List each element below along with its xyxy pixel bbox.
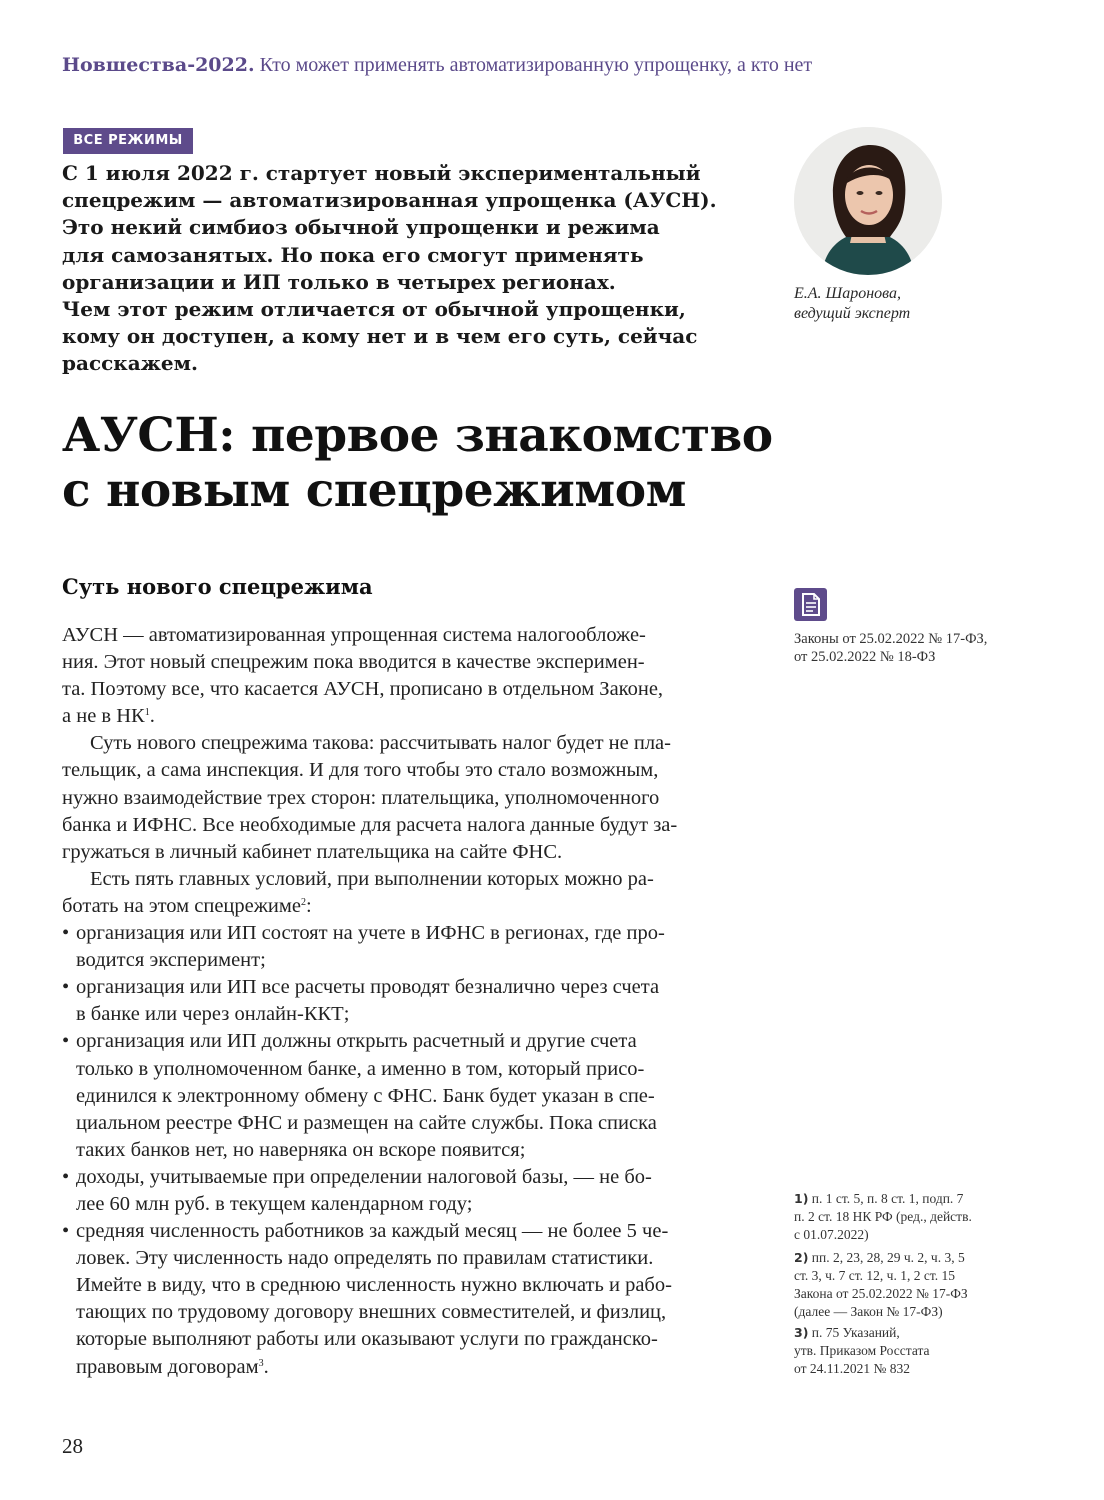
footnote-text: пп. 2, 23, 28, 29 ч. 2, ч. 3, 5 [811,1250,965,1265]
bullet-text: организация или ИП состоят на учете в ИФНС в регионах, где про- [76,922,665,945]
section-heading: Суть нового спецрежима [62,574,373,599]
footnote-number: 3) [794,1325,809,1340]
lead-line: Чем этот режим отличается от обычной упрощенки, [62,297,686,322]
body-punct: . [263,1355,269,1378]
bullet-text: организация или ИП все расчеты проводят безналично через счета [76,976,660,999]
lead-line: Это некий симбиоз обычной упрощенки и режима [62,215,660,240]
lead-line: расскажем. [62,351,198,376]
author-portrait-icon [794,127,942,275]
footnote-text: п. 1 ст. 5, п. 8 ст. 1, подп. 7 [811,1191,964,1206]
section-tag: ВСЕ РЕЖИМЫ [63,128,193,154]
body-line: Есть пять главных условий, при выполнении которых можно ра- [90,867,654,890]
footnote-line: п. 2 ст. 18 НК РФ (ред., действ. [794,1209,972,1224]
bullet-icon: • [62,1165,70,1188]
footnote-3 [794,1324,930,1378]
bullet-line [62,974,742,1001]
author-role: ведущий эксперт [794,305,911,322]
author-caption [794,284,910,324]
bullet-line: циальном реестре ФНС и размещен на сайте службы. Пока списка [76,1111,657,1134]
footnote-number: 1) [794,1191,809,1206]
body-line: АУСН — автоматизированная упрощенная система налогообложе- [62,624,646,646]
author-photo [794,127,942,275]
bullet-line [62,1028,742,1055]
footnote-ref-1: 1 [144,707,150,719]
body-text: ботать на этом спецрежиме [62,894,301,917]
bullet-text: организация или ИП должны открыть расчетный и другие счета [76,1030,637,1053]
bullet-line: тающих по трудовому договору внешних совместителей, и физлиц, [76,1301,667,1324]
bullet-icon: • [62,922,70,945]
bullet-line [62,1354,742,1381]
footnote-line [794,1249,968,1267]
footnote-line: от 24.11.2021 № 832 [794,1361,910,1376]
footnote-text: п. 75 Указаний, [811,1325,900,1340]
bullet-line [62,1164,742,1191]
title-line: с новым спецрежимом [62,463,686,518]
bullet-line: лее 60 млн руб. в текущем календарном году; [76,1192,473,1215]
footnote-line: (далее — Закон № 17-ФЗ) [794,1304,943,1319]
law-reference-line: Законы от 25.02.2022 № 17-ФЗ, [794,631,988,647]
body-punct: : [305,894,312,917]
law-reference-line: от 25.02.2022 № 18-ФЗ [794,649,936,665]
body-line: гружаться в личный кабинет плательщика на сайте ФНС. [62,840,563,863]
article-body [62,622,742,1381]
footnote-line: с 01.07.2022) [794,1227,869,1242]
body-line: Суть нового спецрежима такова: рассчитывать налог будет не пла- [90,732,671,755]
title-line: АУСН: первое знакомство [62,408,773,463]
bullet-line: водится эксперимент; [76,949,266,972]
bullet-line [62,920,742,947]
page-number: 28 [62,1434,83,1458]
lead-line: организации и ИП только в четырех регионах. [62,269,616,294]
body-line: та. Поэтому все, что касается АУСН, прописано в отдельном Законе, [62,678,664,701]
body-line [62,703,742,730]
footnote-number: 2) [794,1250,809,1265]
footnote-line [794,1190,972,1208]
bullet-line: единился к электронному обмену с ФНС. Банк будет указан в спе- [76,1084,655,1107]
author-name: Е.А. Шаронова, [794,285,902,302]
footnote-ref-3: 3 [258,1357,264,1369]
running-head-section: Новшества-2022. [62,54,255,76]
lead-paragraph [62,160,752,378]
bullet-line: в банке или через онлайн-ККТ; [76,1003,350,1026]
lead-line: спецрежим — автоматизированная упрощенка (АУСН). [62,188,717,213]
bullet-line [62,1218,742,1245]
document-glyph-icon [794,588,827,621]
body-line: нужно взаимодействие трех сторон: плательщика, уполномоченного [62,786,660,809]
bullet-icon: • [62,976,70,999]
lead-line: для самозанятых. Но пока его смогут применять [62,242,644,267]
running-head [62,54,812,77]
footnote-ref-2: 2 [300,896,306,908]
body-line: тельщик, а сама инспекция. И для того чтобы это стало возможным, [62,759,659,782]
body-text: а не в НК [62,705,145,728]
body-line [62,893,742,920]
bullet-line: которые выполняют работы или оказывают услуги по гражданско- [76,1328,658,1351]
footnote-1 [794,1190,972,1244]
footnote-line: ст. 3, ч. 7 ст. 12, ч. 1, 2 ст. 15 [794,1268,955,1283]
document-icon [794,588,827,621]
body-line: банка и ИФНС. Все необходимые для расчета налога данные будут за- [62,813,678,836]
lead-line: С 1 июля 2022 г. стартует новый экспериментальный [62,161,701,185]
bullet-icon: • [62,1220,70,1243]
body-line: ния. Этот новый спецрежим пока вводится в качестве эксперимен- [62,651,645,674]
bullet-text: правовым договорам [76,1355,259,1378]
bullet-icon: • [62,1030,70,1053]
footnote-line [794,1324,930,1342]
bullet-text: средняя численность работников за каждый месяц — не более 5 че- [76,1220,669,1243]
bullet-text: доходы, учитываемые при определении налоговой базы, — не бо- [76,1165,652,1188]
bullet-line: Имейте в виду, что в среднюю численность нужно включать и рабо- [76,1274,672,1297]
bullet-line: таких банков нет, но наверняка он вскоре появится; [76,1138,526,1161]
bullet-line: ловек. Эту численность надо определять по правилам статистики. [76,1247,654,1270]
body-punct: . [149,705,155,728]
running-head-title: Кто может применять автоматизированную упрощенку, а кто нет [259,54,813,76]
law-reference [794,630,987,666]
footnote-line: Закона от 25.02.2022 № 17-ФЗ [794,1286,968,1301]
footnote-2 [794,1249,968,1321]
footnote-line: утв. Приказом Росстата [794,1343,930,1358]
article-title [62,408,773,518]
bullet-line: только в уполномоченном банке, а именно в том, который присо- [76,1057,645,1080]
lead-line: кому он доступен, а кому нет и в чем его суть, сейчас [62,324,698,349]
